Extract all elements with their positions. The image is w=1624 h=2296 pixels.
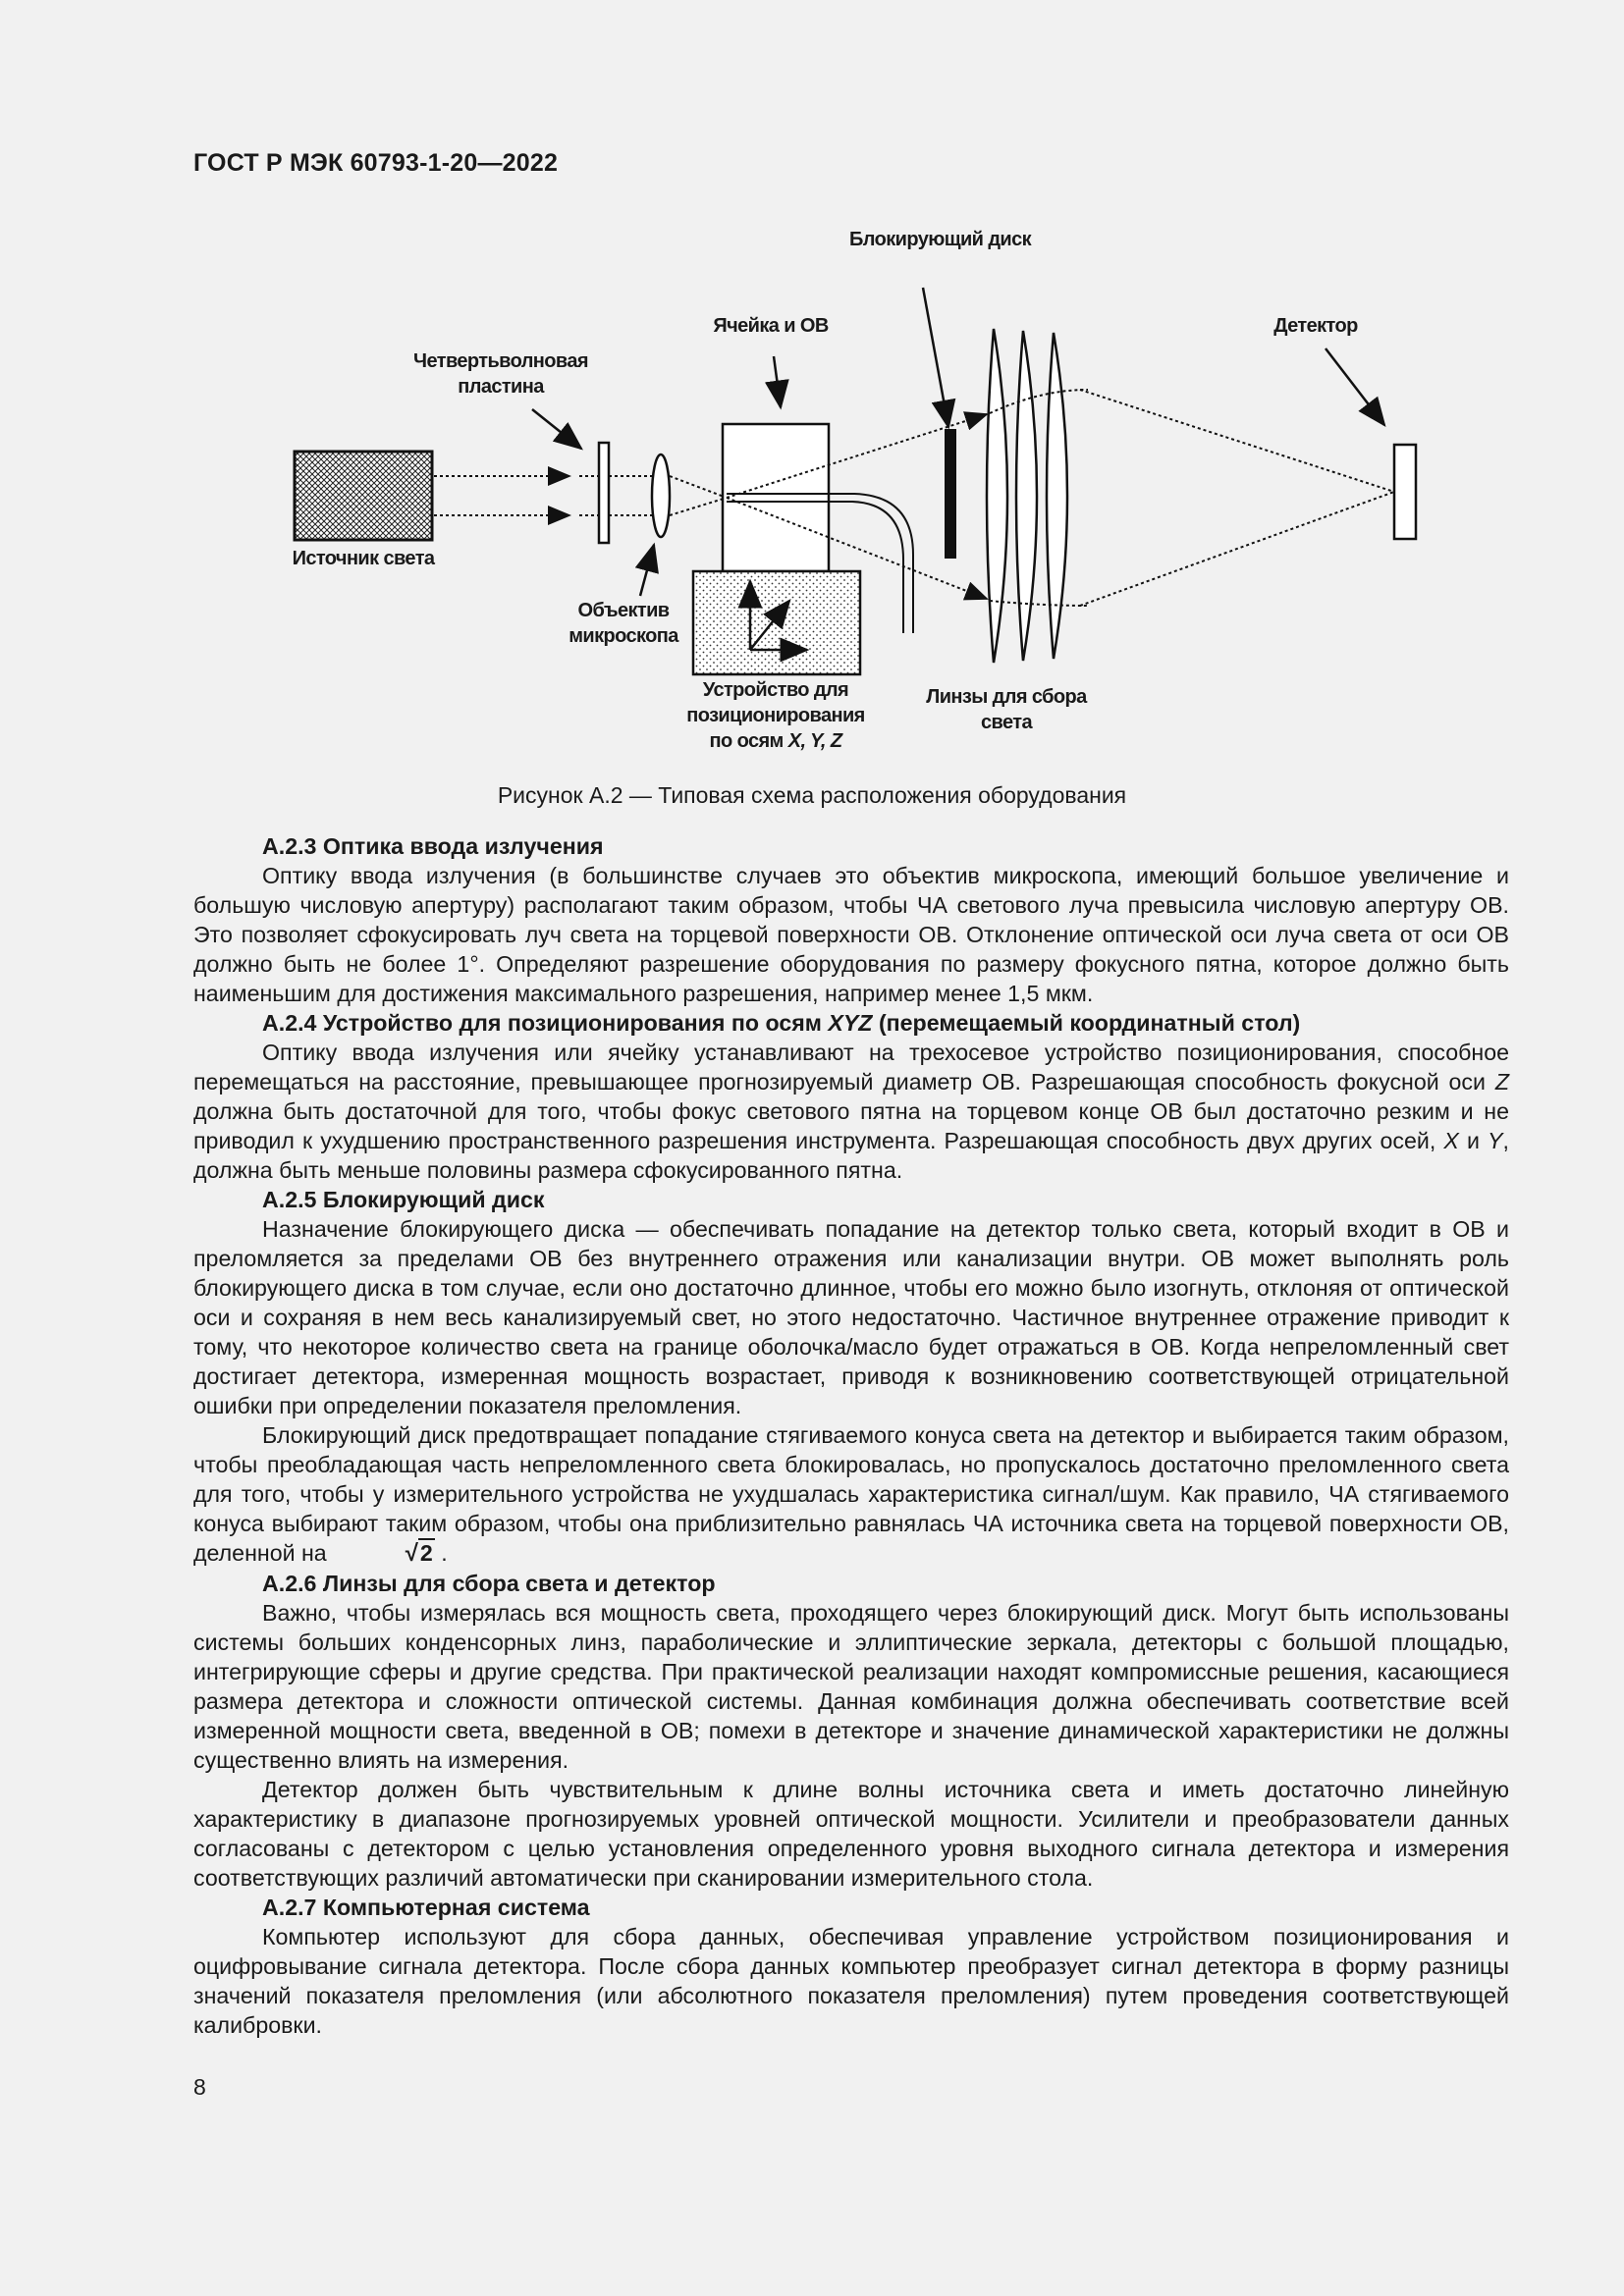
collection-lens-2 [1016,331,1037,661]
paragraph-a27: Компьютер используют для сбора данных, обеспечивая управление устройством позиционирования и оцифровывание сигнала детектора. После сбора данных компьютер преобразует сигнал детектора в форму разницы значений показателя преломления (или абсолютного показателя преломления) путем проведения соответствующей калибровки. [193,1924,1509,2038]
label-collection-lenses: Линзы для сбора света [926,686,1087,733]
paragraph-a26-2: Детектор должен быть чувствительным к длине волны источника света и иметь достаточно линейную характеристику в диапазоне прогнозируемых уровней оптической мощности. Усилители и преобразователи данных согласованы с детектором с целью установления определенного уровня выходного сигнала детектора и измерения соответствующих различий автоматически при сканировании измерительного стола. [193,1777,1509,1891]
label-cell-fiber: Ячейка и ОВ [713,315,829,337]
paragraph-a25-2: Блокирующий диск предотвращает попадание стягиваемого конуса света на детектор и выбирается таким образом, чтобы преобладающая часть непреломленного света блокировалась, но пропускалось достаточно преломленного света для того, чтобы у измерительного устройства не ухудшалась характеристика сигнал/шум. Как правило, ЧА стягиваемого конуса выбирают таким образом, чтобы она приблизительно равнялась ЧА источника света на торцевой поверхности ОВ, деленной на √2 . [193,1422,1509,1567]
label-quarter-wave-plate: Четвертьволновая пластина [413,350,588,398]
paragraph-a26-1: Важно, чтобы измерялась вся мощность света, проходящего через блокирующий диск. Могут быть использованы системы больших конденсорных линз, параболические и эллиптические зеркала, детекторы с большой площадью, интегрирующие сферы и другие средства. При практической реализации находят компромиссные решения, касающиеся размера детектора и сложности оптической системы. Данная комбинация должна обеспечивать соответствие всей измеренной мощности света, введенной в ОВ; помехи в детекторе и значение динамической характеристики не должны существенно влиять на измерения. [193,1600,1509,1773]
collection-lens-3 [1047,333,1067,659]
label-detector: Детектор [1273,315,1358,337]
light-source-block [295,452,432,540]
cell-box [723,424,829,571]
microscope-objective [652,454,670,537]
detector-box [1394,445,1416,539]
collection-lens-1 [987,329,1007,663]
heading-a26: А.2.6 Линзы для сбора света и детектор [262,1571,716,1596]
heading-a27: А.2.7 Компьютерная система [262,1895,590,1920]
paragraph-a25-1: Назначение блокирующего диска — обеспечивать попадание на детектор только света, который входит в ОВ и преломляется за пределами ОВ без внутреннего отражения или канализации внутри. ОВ может выполнять роль блокирующего диска в том случае, если оно достаточно длинное, чтобы его можно было изогнуть, отклоняя от оптической оси и сохраняя в нем весь канализируемый свет, но этого недостаточно. Частичное внутреннее отражение приводит к тому, что некоторое количество света на границе оболочка/масло будет отражаться в ОВ. Когда непреломленный свет достигает детектора, измеренная мощность возрастает, приводя к возникновению соответствующей отрицательной ошибки при определении показателя преломления. [193,1216,1509,1418]
blocking-disk [945,429,956,559]
sqrt-2-formula: √2 [405,1540,433,1567]
quarter-wave-plate [599,443,609,543]
positioner-block [693,571,860,674]
label-microscope-objective: Объектив микроскопа [568,600,678,647]
paragraph-a24: Оптику ввода излучения или ячейку устанавливают на трехосевое устройство позиционирования, способное перемещаться на расстояние, превышающее прогнозируемый диаметр ОВ. Разрешающая способность фокусной оси Z должна быть достаточной для того, чтобы фокус светового пятна на торцевом конце ОВ был достаточно резким и не приводил к ухудшению пространственного разрешения инструмента. Разрешающая способность двух других осей, X и Y, должна быть меньше половины размера сфокусированного пятна. [193,1040,1509,1183]
page-number: 8 [193,2074,206,2100]
heading-a25: А.2.5 Блокирующий диск [262,1187,545,1212]
figure-caption: Рисунок А.2 — Типовая схема расположения оборудования [497,782,1127,808]
equipment-diagram [265,221,1463,771]
heading-a24: А.2.4 Устройство для позиционирования по осям XYZ (перемещаемый координатный стол) [262,1010,1301,1036]
paragraph-a23: Оптику ввода излучения (в большинстве случаев это объектив микроскопа, имеющий большое увеличение и большую числовую апертуру) располагают таким образом, чтобы ЧА светового луча превысила числовую апертуру ОВ. Это позволяет сфокусировать луч света на торцевой поверхности ОВ. Отклонение оптической оси луча света от оси ОВ должно быть не более 1°. Определяют разрешение оборудования по размеру фокусного пятна, которое должно быть наименьшим для достижения максимального разрешения, например менее 1,5 мкм. [193,863,1509,1006]
label-blocking-disk: Блокирующий диск [849,229,1032,250]
label-light-source: Источник света [292,548,435,569]
document-body [193,831,1509,2040]
label-positioner: Устройство для позиционирования по осям X, Y, Z [686,679,865,752]
heading-a23: А.2.3 Оптика ввода излучения [262,833,604,859]
document-header: ГОСТ Р МЭК 60793-1-20—2022 [193,149,559,177]
